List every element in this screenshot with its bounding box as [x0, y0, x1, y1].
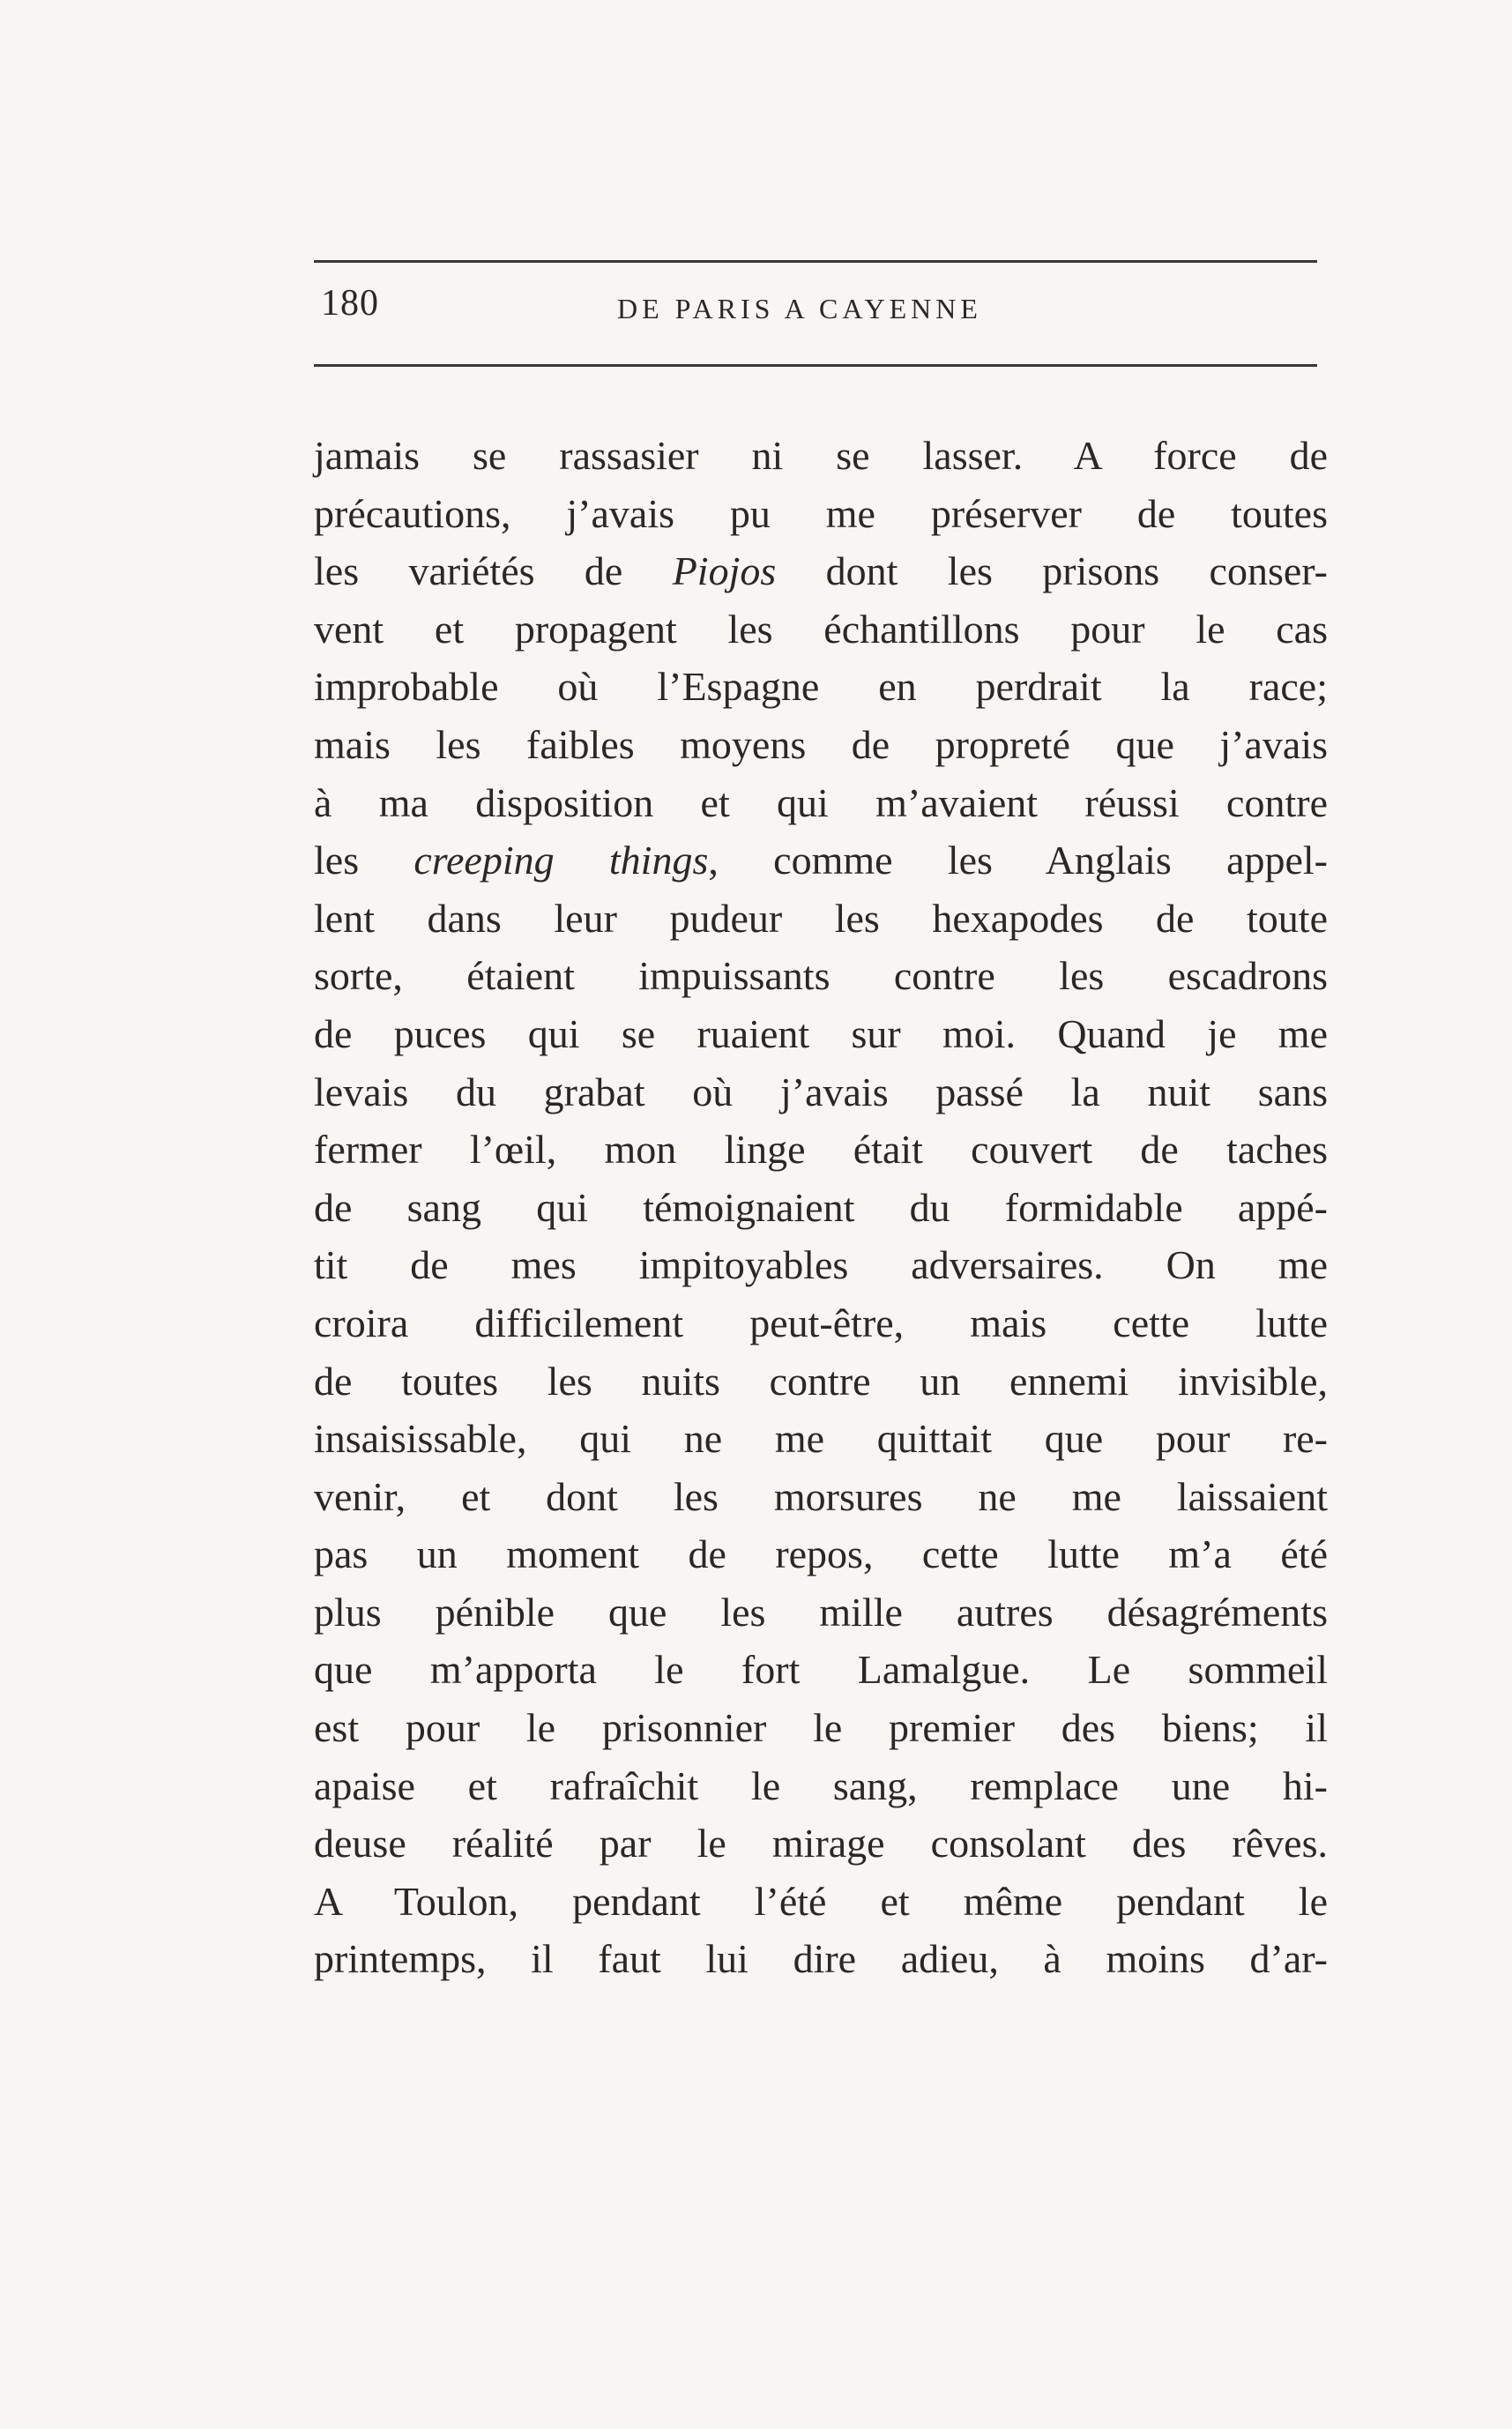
text-line	[314, 1583, 1328, 1642]
text-run: venir, et dont les morsures ne me laissaient	[314, 1473, 1328, 1519]
text-line	[314, 1525, 1328, 1583]
text-run: croira difficilement peut-être, mais cette lutte	[314, 1300, 1328, 1345]
text-line	[314, 1179, 1328, 1237]
text-run: fermer l’œil, mon linge était couvert de taches	[314, 1127, 1328, 1173]
text-run: , comme les Anglais appel-	[708, 838, 1328, 883]
text-run: pas un moment de repos, cette lutte m’a été	[314, 1531, 1328, 1577]
text-line	[314, 658, 1328, 716]
text-line	[314, 600, 1328, 659]
text-line	[314, 485, 1328, 543]
text-run: à ma disposition et qui m’avaient réussi contre	[314, 779, 1328, 825]
text-line	[314, 1352, 1328, 1411]
text-line	[314, 1930, 1328, 1988]
text-run: sorte, étaient impuissants contre les escadrons	[314, 953, 1328, 999]
text-run: dont les prisons conser-	[776, 548, 1328, 594]
text-line	[314, 1410, 1328, 1468]
text-run: que m’apporta le fort Lamalgue. Le sommeil	[314, 1647, 1328, 1693]
text-line	[314, 774, 1328, 832]
text-run: de toutes les nuits contre un ennemi invisible,	[314, 1358, 1328, 1404]
text-run: lent dans leur pudeur les hexapodes de toute	[314, 895, 1328, 941]
text-line	[314, 1236, 1328, 1294]
header-top-rule	[314, 260, 1317, 263]
text-line	[314, 427, 1328, 485]
text-run: de sang qui témoignaient du formidable appé-	[314, 1184, 1328, 1230]
text-line	[314, 890, 1328, 948]
text-run: levais du grabat où j’avais passé la nuit sans	[314, 1069, 1328, 1114]
text-line	[314, 1873, 1328, 1931]
running-title: DE PARIS A CAYENNE	[617, 293, 982, 324]
text-run: deuse réalité par le mirage consolant des rêves.	[314, 1821, 1328, 1866]
text-line	[314, 1294, 1328, 1352]
header-bottom-rule	[314, 364, 1317, 367]
page-number: 180	[321, 283, 379, 324]
text-line	[314, 716, 1328, 774]
text-line	[314, 542, 1328, 600]
text-line	[314, 1641, 1328, 1699]
text-line	[314, 1757, 1328, 1815]
text-line	[314, 1699, 1328, 1757]
text-line	[314, 1005, 1328, 1063]
text-line	[314, 831, 1328, 890]
text-line	[314, 1814, 1328, 1873]
text-run: les variétés de	[314, 548, 673, 594]
italic-phrase: creeping things	[413, 838, 709, 883]
text-run: printemps, il faut lui dire adieu, à moins d’ar-	[314, 1936, 1328, 1982]
text-run: apaise et rafraîchit le sang, remplace une hi-	[314, 1762, 1328, 1808]
text-line	[314, 1121, 1328, 1179]
text-run: est pour le prisonnier le premier des biens; il	[314, 1705, 1328, 1751]
text-run: tit de mes impitoyables adversaires. On me	[314, 1242, 1328, 1288]
text-run: vent et propagent les échantillons pour le cas	[314, 606, 1328, 652]
text-line	[314, 1063, 1328, 1121]
body-text	[314, 427, 1328, 1988]
text-line	[314, 1468, 1328, 1526]
text-line	[314, 947, 1328, 1005]
text-run: de puces qui se ruaient sur moi. Quand je me	[314, 1010, 1328, 1056]
text-run: mais les faibles moyens de propreté que j’avais	[314, 721, 1328, 767]
text-run: précautions, j’avais pu me préserver de toutes	[314, 490, 1328, 536]
text-run: plus pénible que les mille autres désagréments	[314, 1589, 1328, 1635]
text-run: les	[314, 838, 414, 883]
text-run: improbable où l’Espagne en perdrait la race;	[314, 664, 1328, 710]
text-run: insaisissable, qui ne me quittait que pour re-	[314, 1416, 1328, 1462]
text-run: A Toulon, pendant l’été et même pendant le	[314, 1878, 1328, 1924]
italic-phrase: Piojos	[672, 548, 777, 594]
text-run: jamais se rassasier ni se lasser. A force de	[314, 433, 1328, 478]
